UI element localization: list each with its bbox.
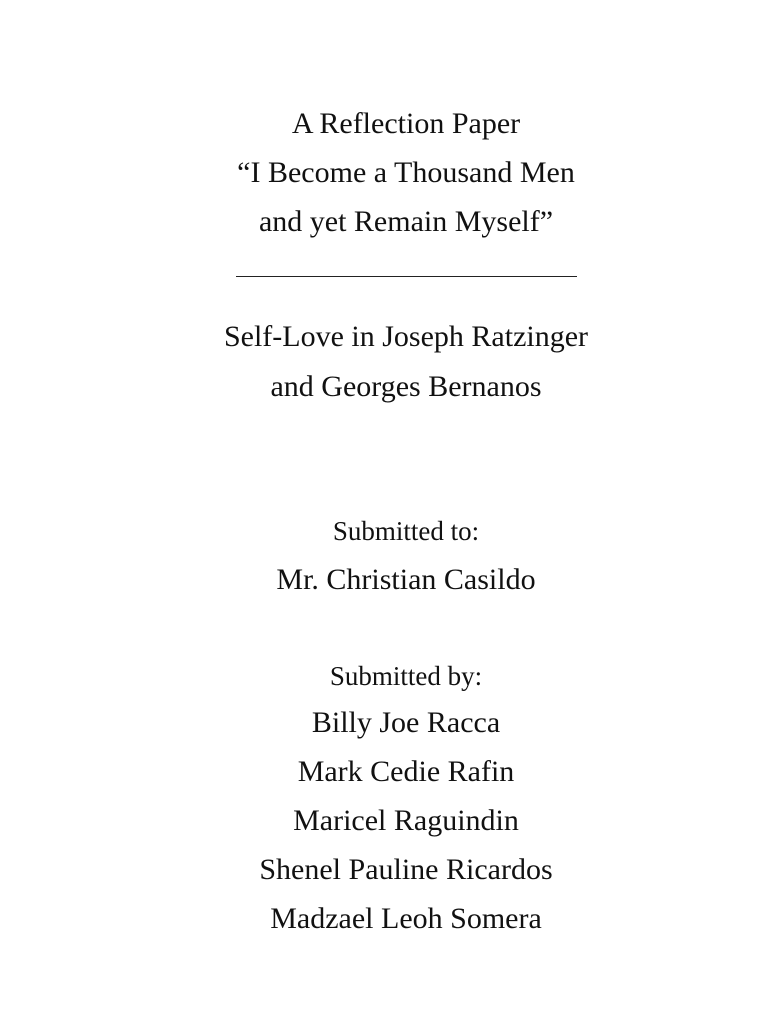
author-name: Madzael Leoh Somera — [270, 902, 542, 935]
author-name: Mark Cedie Rafin — [297, 755, 515, 788]
author-name: Billy Joe Racca — [311, 706, 501, 739]
title-line-3: and yet Remain Myself” — [258, 205, 554, 238]
submitted-by-label: Submitted by: — [329, 661, 483, 691]
submitted-to-name: Mr. Christian Casildo — [276, 563, 536, 596]
author-name: Shenel Pauline Ricardos — [259, 853, 553, 886]
title-line-1: A Reflection Paper — [291, 107, 521, 140]
subtitle-line-2: and Georges Bernanos — [270, 370, 542, 403]
author-name: Maricel Raguindin — [293, 804, 519, 837]
subtitle-line-1: Self-Love in Joseph Ratzinger — [223, 320, 589, 353]
title-line-2: “I Become a Thousand Men — [237, 156, 575, 189]
title-underline-divider — [236, 276, 577, 277]
submitted-to-label: Submitted to: — [332, 516, 480, 546]
